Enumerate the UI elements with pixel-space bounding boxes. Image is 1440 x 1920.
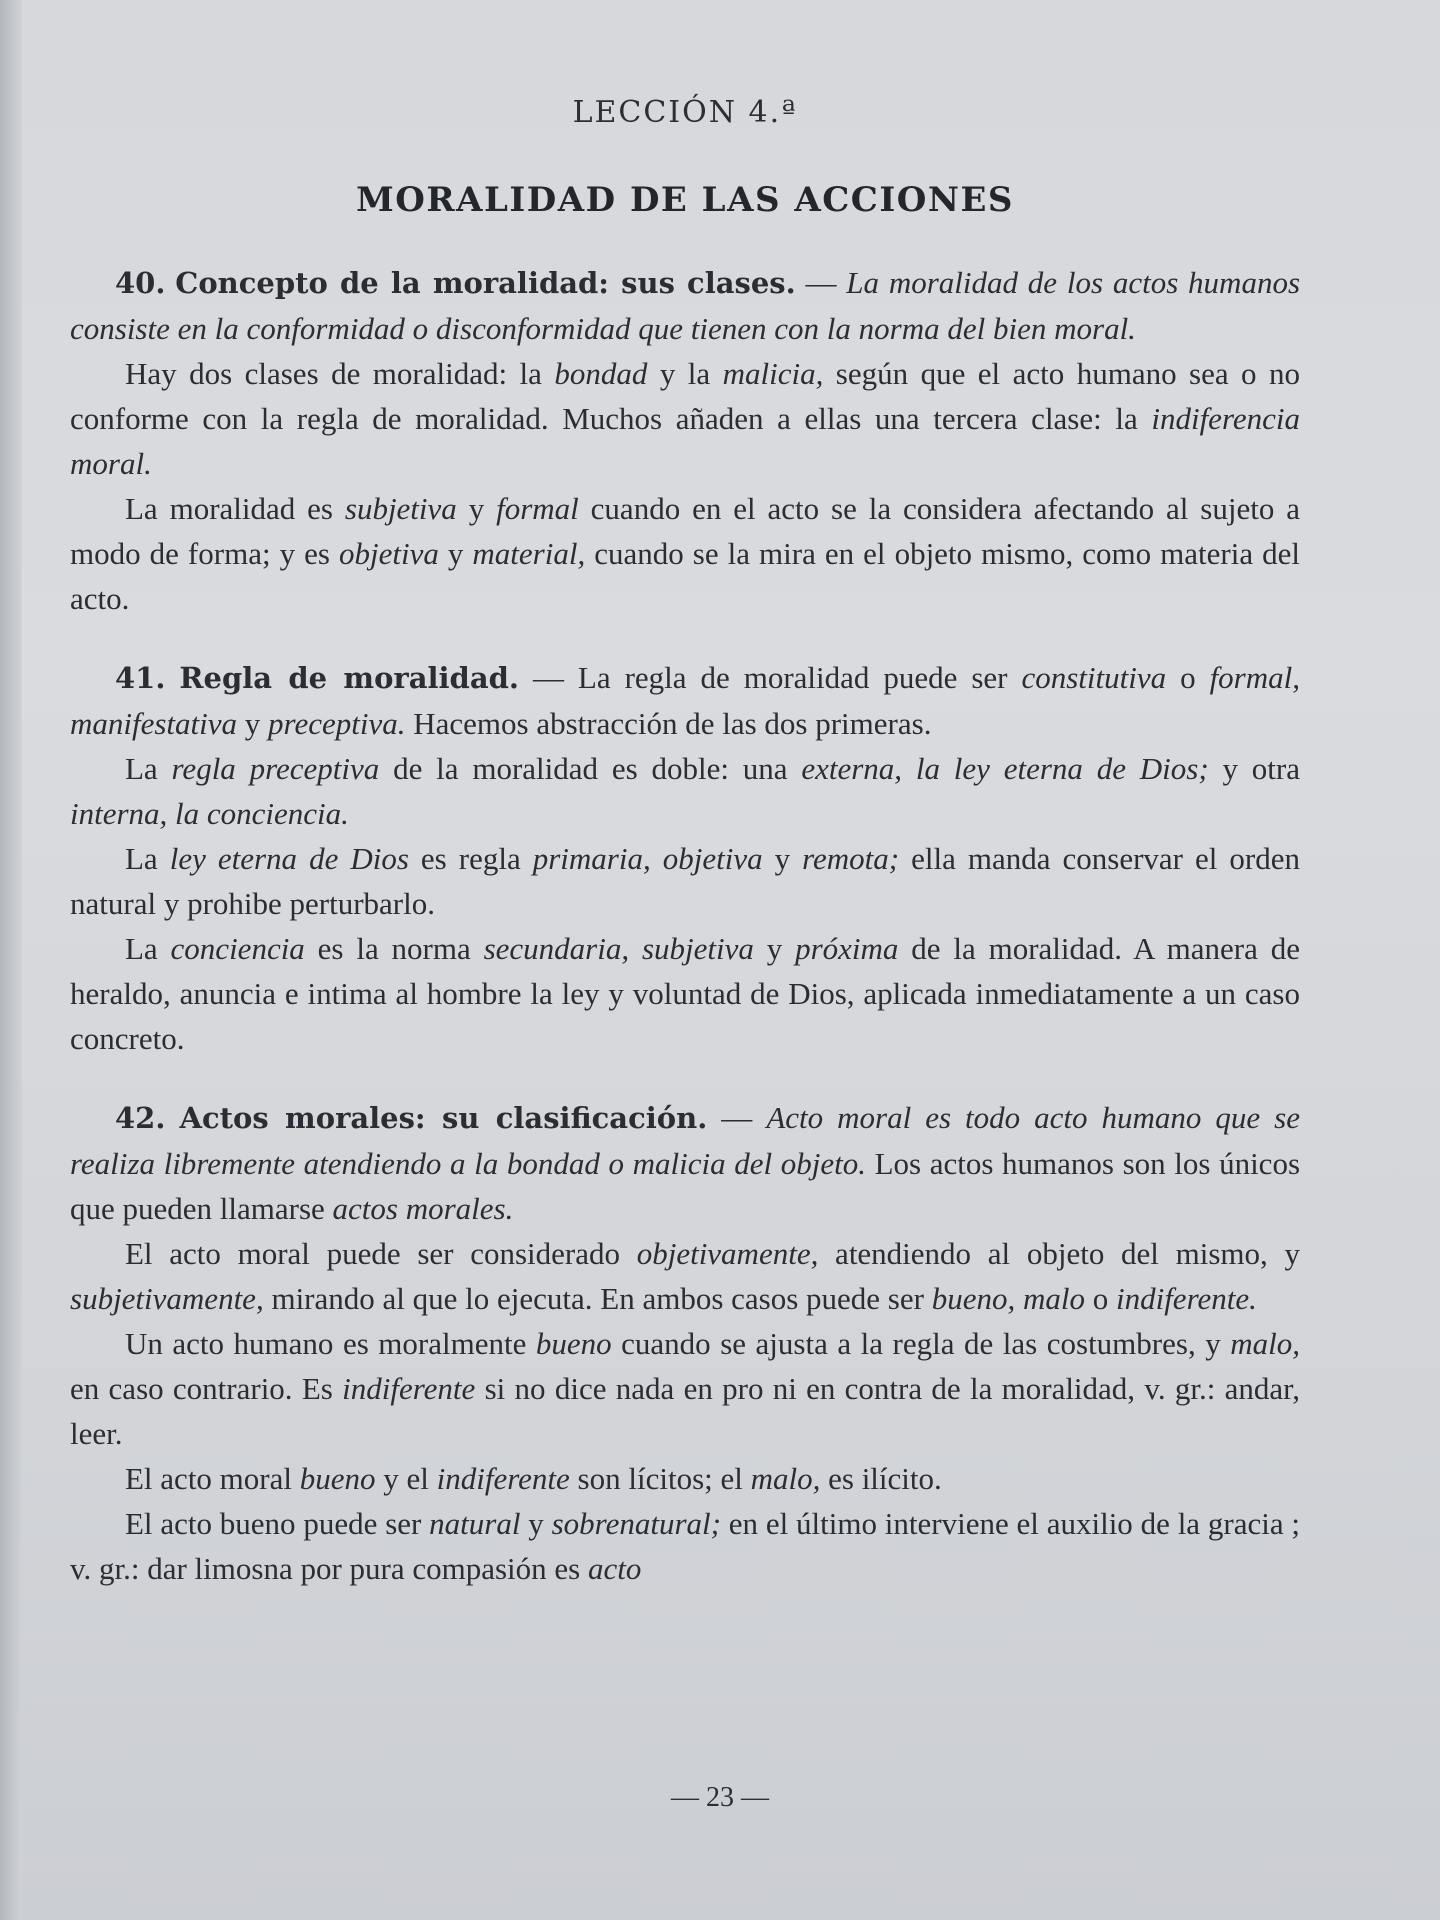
definition-text: La moralidad de los actos humanos consiste en la conformidad o disconformidad que tienen con la norma del bien moral. bbox=[70, 265, 1301, 346]
paragraph: La conciencia es la norma secundaria, subjetiva y próxima de la moralidad. A manera de heraldo, anuncia e intima al hombre la ley y voluntad de Dios, aplicada inmediatamente a un caso concreto. bbox=[70, 931, 1300, 1056]
section-number: 42. bbox=[115, 1101, 166, 1135]
lesson-header: LECCIÓN 4.ª bbox=[572, 95, 798, 130]
section-41-intro-paragraph: 41. Regla de moralidad. — La regla de moralidad puede ser constitutiva o formal, manifestativa y preceptiva. Hacemos abstracción de las dos primeras. bbox=[70, 660, 1300, 741]
paragraph: Un acto humano es moralmente bueno cuando se ajusta a la regla de las costumbres, y malo, en caso contrario. Es indiferente si no dice nada en pro ni en contra de la moralidad, v. gr.: andar, leer. bbox=[70, 1326, 1300, 1451]
paragraph: El acto moral bueno y el indiferente son lícitos; el malo, es ilícito. bbox=[125, 1461, 942, 1496]
paragraph: La moralidad es subjetiva y formal cuando en el acto se la considera afectando al sujeto a modo de forma; y es objetiva y material, cuando se la mira en el objeto mismo, como materia del acto. bbox=[70, 491, 1301, 616]
section-40-definition-paragraph: 40. Concepto de la moralidad: sus clases. — La moralidad de los actos humanos consiste en la conformidad o disconformidad que tienen con la norma del bien moral. bbox=[70, 265, 1301, 346]
page-binding-edge bbox=[0, 0, 22, 1920]
paragraph: Hay dos clases de moralidad: la bondad y la malicia, según que el acto humano sea o no conforme con la regla de moralidad. Muchos añaden a ellas una tercera clase: la indiferencia moral. bbox=[70, 356, 1301, 481]
section-40 bbox=[70, 260, 1300, 621]
paragraph: El acto bueno puede ser natural y sobrenatural; en el último interviene el auxilio de la gracia ; v. gr.: dar limosna por pura compasión es acto bbox=[70, 1506, 1301, 1586]
chapter-title: MORALIDAD DE LAS ACCIONES bbox=[356, 180, 1014, 220]
section-42 bbox=[70, 1095, 1300, 1591]
section-heading: Regla de moralidad. bbox=[179, 661, 519, 695]
section-number: 40. bbox=[115, 266, 166, 300]
paragraph: La ley eterna de Dios es regla primaria, objetiva y remota; ella manda conservar el orden natural y prohibe perturbarlo. bbox=[70, 841, 1300, 921]
section-heading: Concepto de la moralidad: sus clases. bbox=[175, 266, 796, 300]
section-heading: Actos morales: su clasificación. bbox=[179, 1101, 708, 1135]
section-42-intro-paragraph: 42. Actos morales: su clasificación. — Acto moral es todo acto humano que se realiza libremente atendiendo a la bondad o malicia del objeto. Los actos humanos son los únicos que pueden llamarse actos morales. bbox=[70, 1100, 1301, 1226]
section-number: 41. bbox=[115, 661, 166, 695]
paragraph: El acto moral puede ser considerado objetivamente, atendiendo al objeto del mismo, y subjetivamente, mirando al que lo ejecuta. En ambos casos puede ser bueno, malo o indiferente. bbox=[70, 1236, 1300, 1316]
page-content bbox=[70, 95, 1300, 1625]
paragraph: La regla preceptiva de la moralidad es doble: una externa, la ley eterna de Dios; y otra interna, la conciencia. bbox=[70, 751, 1300, 831]
section-41 bbox=[70, 655, 1300, 1061]
page-number: — 23 — bbox=[671, 1782, 769, 1813]
